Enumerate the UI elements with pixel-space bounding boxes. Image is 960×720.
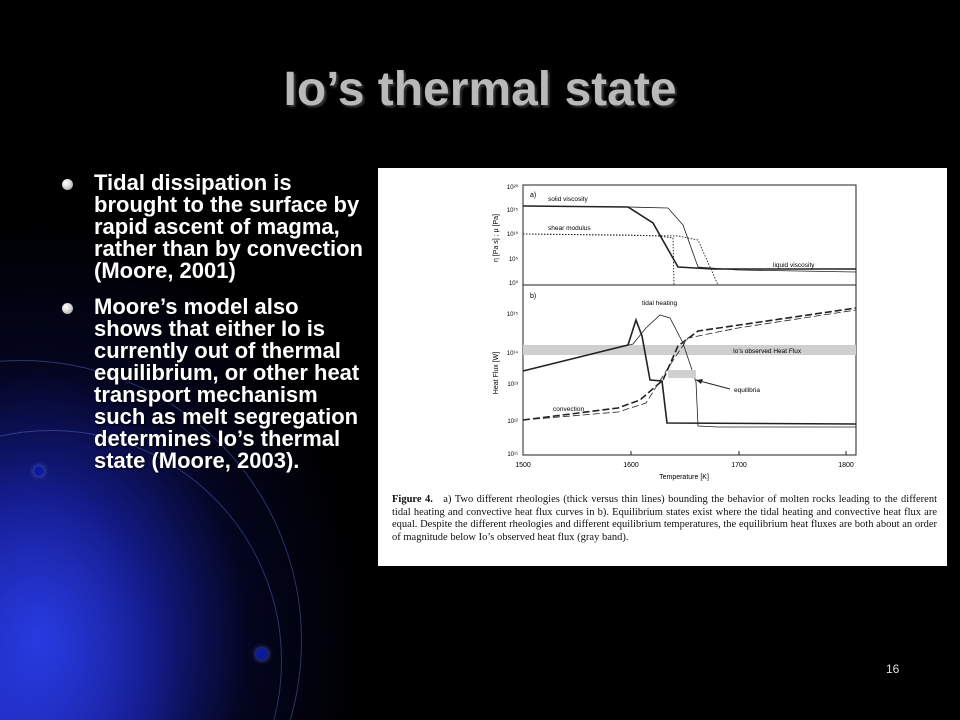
panel-a-ytick: 10¹⁵ [506, 208, 518, 214]
decorative-dot [34, 466, 44, 476]
bullet-text: Tidal dissipation is brought to the surface by rapid ascent of magma, rather than by convection (Moore, 2001) [94, 170, 363, 283]
panel-a-ytick: 10²⁰ [506, 185, 518, 191]
bullet-list [62, 172, 372, 486]
shear-modulus-curve [523, 234, 674, 285]
bullet-icon [62, 303, 73, 314]
panel-a-ytick: 10⁵ [508, 257, 518, 263]
x-tick: 1500 [515, 462, 531, 469]
panel-b-ytick: 10¹² [507, 419, 518, 425]
panel-a-ytick: 10⁰ [508, 281, 518, 287]
observed-flux-label: Io’s observed Heat Flux [733, 348, 802, 355]
tidal-heating-label: tidal heating [642, 300, 678, 307]
slide-title: Io’s thermal state [283, 63, 677, 116]
figure-image [378, 168, 947, 566]
panel-a-label: a) [530, 192, 537, 199]
bullet-text: Moore’s model also shows that either Io is currently out of thermal equilibrium, or other heat transport mechanism such as melt segregation determines Io’s thermal state (Moore, 2003). [94, 294, 360, 473]
caption-text: a) Two different rheologies (thick versus thin lines) bounding the behavior of molten rocks leading to the different tidal heating and convective heat flux curves in b). Equilibrium states exist where the tidal heating and convective heat flux are equal. Despite the different rheologies and different equilibrium temperatures, the equilibrium heat fluxes are both about an order of magnitude below Io’s observed heat flux (gray band). [392, 494, 937, 543]
equilibria-arrowhead [696, 379, 703, 384]
x-axis-label: Temperature [K] [659, 474, 709, 481]
caption-label: Figure 4. [392, 494, 433, 505]
x-tick: 1800 [838, 462, 854, 469]
equilibria-label: equilibria [734, 387, 761, 394]
convection-label: convection [553, 406, 585, 413]
decorative-dot [256, 648, 268, 660]
page-number: 16 [886, 662, 900, 676]
panel-b-ytick: 10¹⁵ [506, 312, 518, 318]
convection-thick-curve [523, 308, 856, 420]
equilibria-band [668, 370, 696, 378]
observed-heat-flux-band [523, 345, 856, 355]
panel-b-ytick: 10¹³ [507, 382, 518, 388]
panel-b-ylabel: Heat Flux [W] [493, 351, 500, 395]
shear-modulus-label: shear modulus [548, 225, 591, 232]
convection-thin-curve [523, 310, 856, 420]
solid-viscosity-thick-curve [523, 206, 856, 269]
panel-b-ytick: 10¹⁴ [506, 351, 518, 357]
liquid-viscosity-label: liquid viscosity [773, 262, 815, 269]
panel-a-ylabel: η [Pa s] ; μ [Pa] [493, 214, 500, 262]
solid-viscosity-label: solid viscosity [548, 196, 588, 203]
bullet-item [62, 172, 372, 282]
panel-b-ytick: 10¹¹ [507, 452, 518, 458]
figure-caption [392, 494, 937, 544]
panel-a-ytick: 10¹⁰ [506, 232, 518, 238]
x-tick: 1600 [623, 462, 639, 469]
bullet-item [62, 296, 372, 472]
x-tick: 1700 [731, 462, 747, 469]
panel-b-label: b) [530, 293, 537, 300]
bullet-icon [62, 179, 73, 190]
